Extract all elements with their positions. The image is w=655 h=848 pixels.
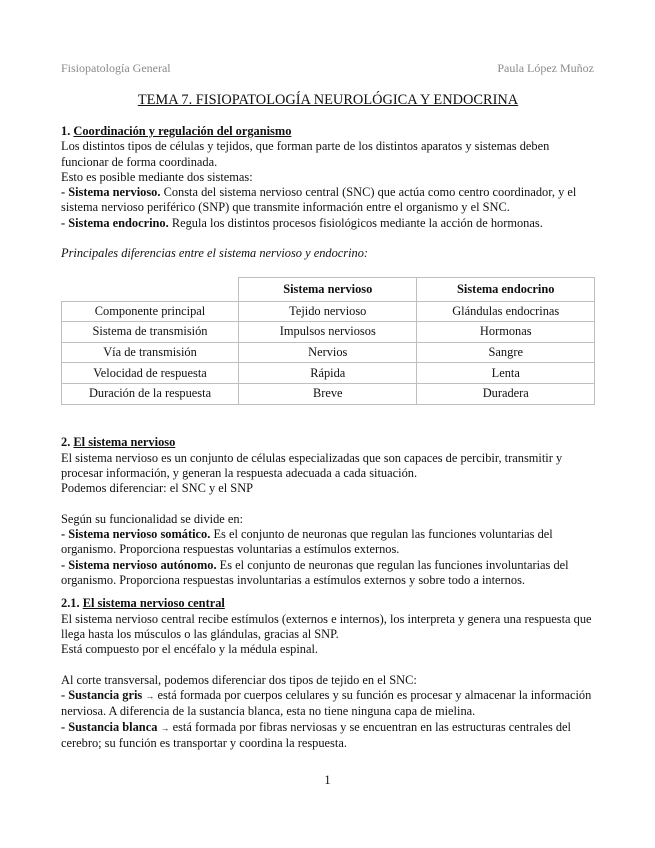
section-1-heading xyxy=(61,124,595,139)
table-row xyxy=(62,301,595,322)
table-cell: Sistema de transmisión xyxy=(62,322,239,343)
section-2-paragraph-1: El sistema nervioso es un conjunto de células especializadas que son capaces de percibir, transmitir y procesar información, y generan la respuesta adecuada a cada situación. xyxy=(61,450,563,480)
section-2-1-heading xyxy=(61,596,595,611)
section-2-bullet-1 xyxy=(61,527,595,558)
bullet-label: - Sustancia gris xyxy=(61,687,143,702)
section-2-number: 2. xyxy=(61,435,71,450)
table-header-cell: Sistema endocrino xyxy=(417,277,595,301)
header-course: Fisiopatología General xyxy=(61,61,171,75)
table-cell: Sangre xyxy=(417,342,595,363)
section-2-1-bullet-1 xyxy=(61,688,595,720)
table-cell: Nervios xyxy=(239,342,417,363)
bullet-text: Regula los distintos procesos fisiológicos mediante la acción de hormonas. xyxy=(168,215,543,230)
page-title: TEMA 7. FISIOPATOLOGÍA NEUROLÓGICA Y ENDOCRINA xyxy=(137,92,519,108)
table-cell: Hormonas xyxy=(417,322,595,343)
section-2-1-number: 2.1. xyxy=(61,596,80,611)
table-cell: Glándulas endocrinas xyxy=(417,301,595,322)
section-1-bullet-1 xyxy=(61,185,595,216)
section-2-1-paragraph-1: El sistema nervioso central recibe estímulos (externos e internos), los interpreta y genera una respuesta que llega hasta los músculos o las glándulas, gracias al SNP. xyxy=(61,611,592,641)
bullet-label: - Sustancia blanca xyxy=(61,719,158,734)
comparison-table xyxy=(61,277,595,405)
table-header-cell xyxy=(62,277,239,301)
table-cell: Componente principal xyxy=(62,301,239,322)
section-1-paragraph-1: Los distintos tipos de células y tejidos, que forman parte de los distintos aparatos y sistemas deben funcionar de forma coordinada. xyxy=(61,139,550,169)
section-2-1-bullet-2 xyxy=(61,720,595,752)
table-cell: Breve xyxy=(239,384,417,405)
table-cell: Velocidad de respuesta xyxy=(62,363,239,384)
bullet-text: Es el conjunto de neuronas que regulan las funciones involuntarias del organismo. Proporciona respuestas involuntarias a estímulos externos y sobre todo a internos. xyxy=(61,557,569,587)
section-2-heading xyxy=(61,435,595,450)
document-body xyxy=(61,92,595,751)
bullet-label: - Sistema nervioso. xyxy=(61,185,161,200)
section-1-bullet-2 xyxy=(61,216,595,231)
section-1-number: 1. xyxy=(61,124,71,138)
table-row xyxy=(62,363,595,384)
bullet-text: Es el conjunto de neuronas que regulan las funciones voluntarias del organismo. Proporciona respuestas voluntarias a estímulos externos. xyxy=(61,527,553,557)
table-row xyxy=(62,384,595,405)
bullet-label: - Sistema nervioso somático. xyxy=(61,527,211,542)
section-2-1-paragraph-3: Al corte transversal, podemos diferenciar dos tipos de tejido en el SNC: xyxy=(61,672,417,687)
table-row xyxy=(62,322,595,343)
section-1-paragraph-2: Esto es posible mediante dos sistemas: xyxy=(61,169,253,184)
table-cell: Lenta xyxy=(417,363,595,384)
table-cell: Impulsos nerviosos xyxy=(239,322,417,343)
section-2-title: El sistema nervioso xyxy=(73,435,176,450)
table-cell: Vía de transmisión xyxy=(62,342,239,363)
table-cell: Duradera xyxy=(417,384,595,405)
bullet-label: - Sistema endocrino. xyxy=(61,215,169,230)
table-cell: Tejido nervioso xyxy=(239,301,417,322)
table-cell: Rápida xyxy=(239,363,417,384)
header-author: Paula López Muñoz xyxy=(497,61,594,75)
bullet-label: - Sistema nervioso autónomo. xyxy=(61,557,217,572)
table-cell: Duración de la respuesta xyxy=(62,384,239,405)
table-header-cell: Sistema nervioso xyxy=(239,277,417,301)
arrow-right-icon: → xyxy=(160,722,170,733)
section-2-1-paragraph-2: Está compuesto por el encéfalo y la médula espinal. xyxy=(61,642,319,657)
bullet-text: está formada por cuerpos celulares y su función es procesar y almacenar la información nerviosa. A diferencia de la sustancia blanca, esta no tiene ninguna capa de mielina. xyxy=(61,687,592,719)
page-number: 1 xyxy=(324,773,331,787)
table-header-row xyxy=(62,277,595,301)
section-2-paragraph-3: Según su funcionalidad se divide en: xyxy=(61,511,244,526)
arrow-right-icon: → xyxy=(145,690,155,701)
bullet-text: está formada por fibras nerviosas y se encuentran en las estructuras centrales del cerebro; su función es transportar y coordina la respuesta. xyxy=(61,719,571,750)
section-2-1-title: El sistema nervioso central xyxy=(82,596,225,611)
page-header xyxy=(61,61,594,77)
bullet-text: Consta del sistema nervioso central (SNC) que actúa como centro coordinador, y el sistema nervioso periférico (SNP) que transmite información entre el organismo y el SNC. xyxy=(61,185,577,215)
table-row xyxy=(62,342,595,363)
section-2-paragraph-2: Podemos diferenciar: el SNC y el SNP xyxy=(61,481,254,496)
table-caption: Principales diferencias entre el sistema nervioso y endocrino: xyxy=(61,246,369,261)
section-2-bullet-2 xyxy=(61,558,595,589)
section-1-title: Coordinación y regulación del organismo xyxy=(73,124,292,138)
